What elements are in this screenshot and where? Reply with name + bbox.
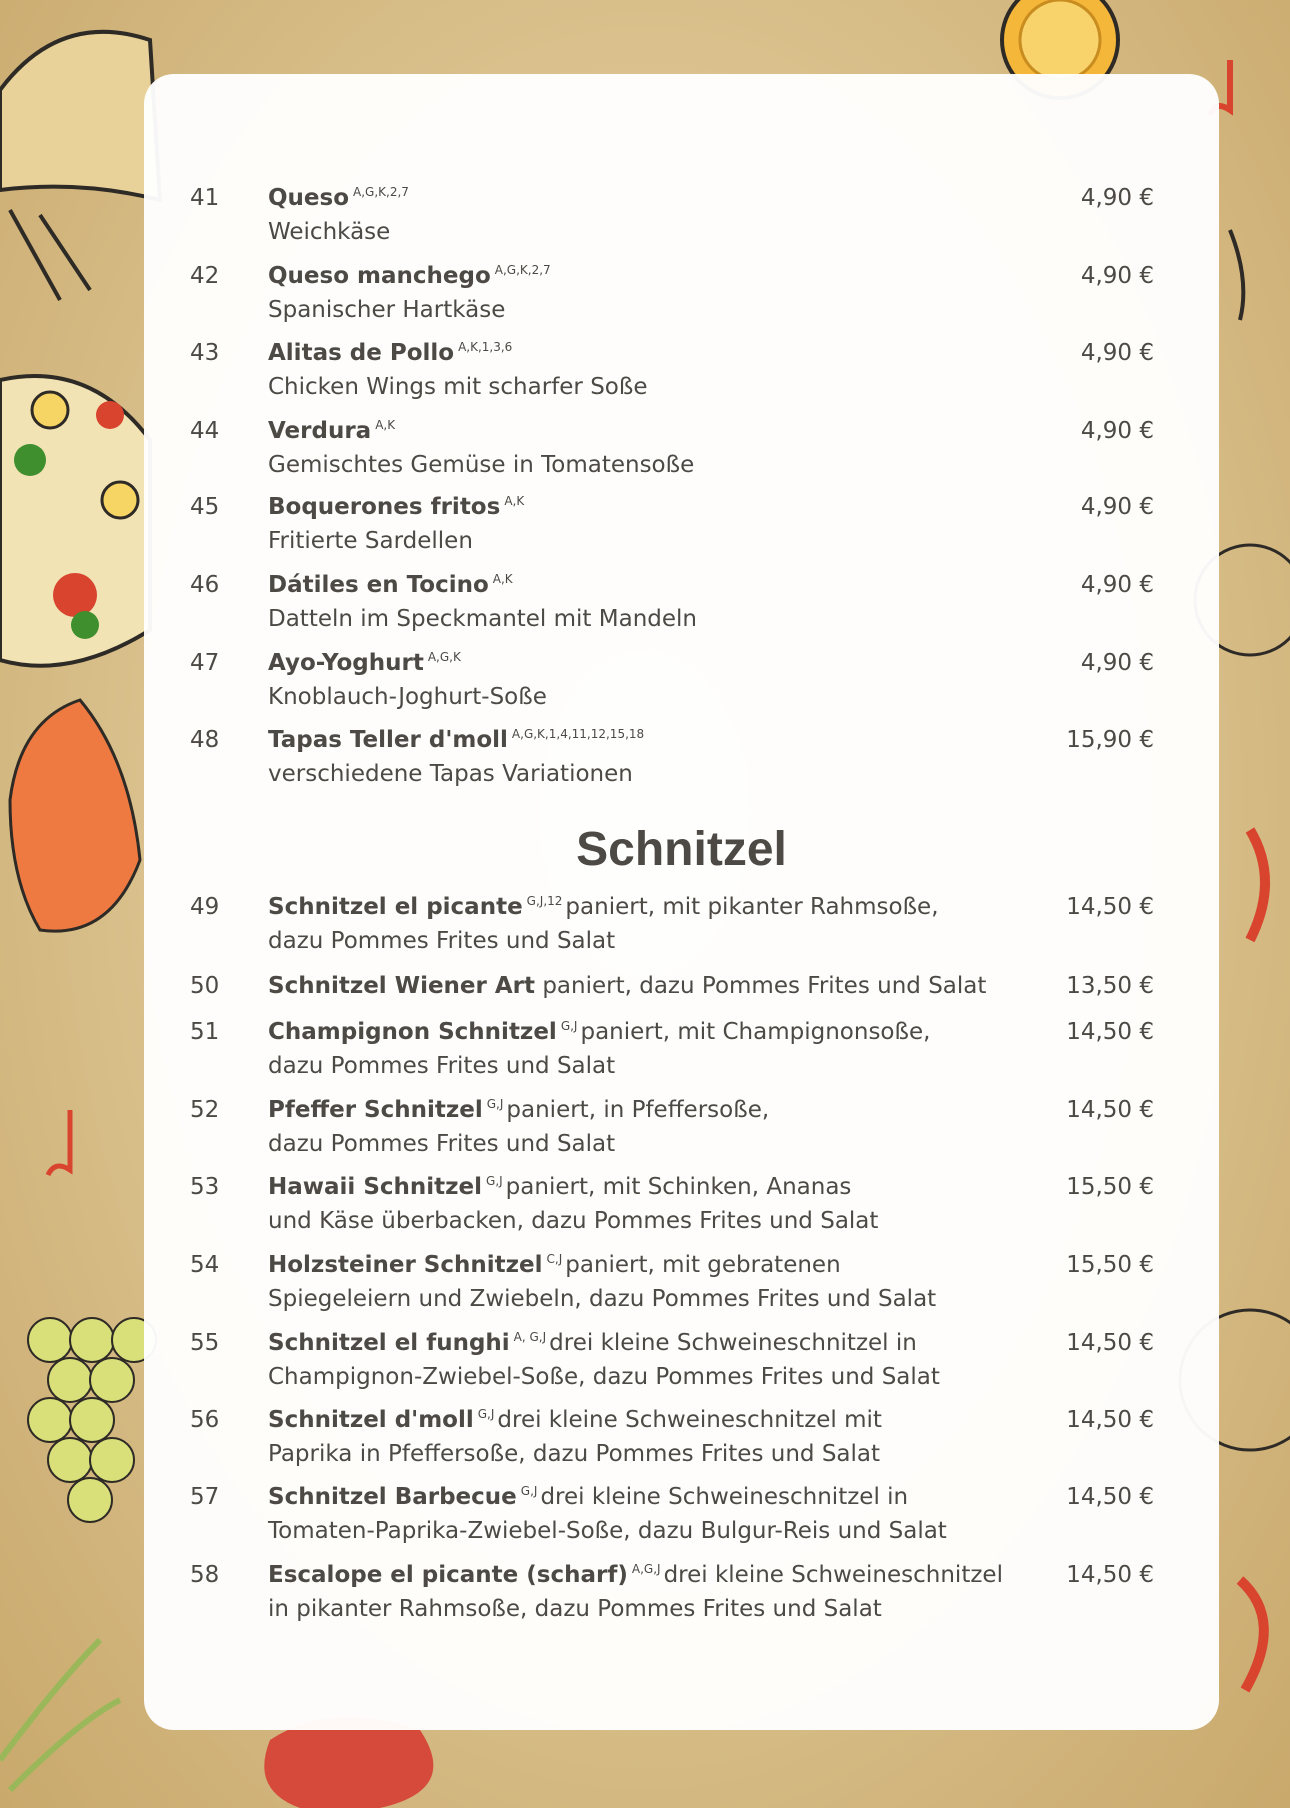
allergen-codes: A,G,K,2,7 <box>353 185 409 199</box>
dish-description-line2: Tomaten-Paprika-Zwiebel-Soße, dazu Bulgur-Reis und Salat <box>268 1518 947 1544</box>
menu-item <box>190 1017 1154 1082</box>
allergen-codes: G,J <box>520 1484 538 1498</box>
dish-description: Spanischer Hartkäse <box>268 297 506 323</box>
price: 14,50 € <box>1066 1407 1154 1433</box>
price: 15,50 € <box>1066 1252 1154 1278</box>
dish-name: Escalope el picante (scharf) <box>268 1562 628 1588</box>
price: 4,90 € <box>1080 572 1154 598</box>
dish-name: Tapas Teller d'moll <box>268 727 508 753</box>
allergen-codes: A,K <box>504 494 525 508</box>
dish-description: Chicken Wings mit scharfer Soße <box>268 374 648 400</box>
price: 14,50 € <box>1066 1484 1154 1510</box>
menu-item <box>190 725 1154 790</box>
allergen-codes: A,G,K,2,7 <box>494 263 551 277</box>
music-note-icon <box>1250 830 1265 940</box>
dish-description-line2: Spiegeleiern und Zwiebeln, dazu Pommes Frites und Salat <box>268 1286 937 1312</box>
price: 14,50 € <box>1066 1019 1154 1045</box>
price: 4,90 € <box>1080 185 1154 211</box>
section-heading: Schnitzel <box>576 823 787 876</box>
menu-item <box>190 338 1154 403</box>
dish-name: Dátiles en Tocino <box>268 572 489 598</box>
allergen-codes: A,K <box>492 572 513 586</box>
item-number: 43 <box>190 340 220 366</box>
allergen-codes: A,G,K,1,4,11,12,15,18 <box>511 727 645 741</box>
menu-item <box>190 492 1154 557</box>
dish-name: Verdura <box>268 418 372 444</box>
price: 4,90 € <box>1080 650 1154 676</box>
dish-description: drei kleine Schweineschnitzel in <box>540 1484 909 1510</box>
dish-name: Pfeffer Schnitzel <box>268 1097 483 1123</box>
dish-description: verschiedene Tapas Variationen <box>268 761 633 787</box>
price: 14,50 € <box>1066 894 1154 920</box>
item-number: 45 <box>190 494 220 520</box>
dish-name: Schnitzel Barbecue <box>268 1484 517 1510</box>
dish-description: Knoblauch-Joghurt-Soße <box>268 684 547 710</box>
dish-name: Hawaii Schnitzel <box>268 1174 483 1200</box>
menu-item <box>190 1172 1154 1237</box>
dish-description-line2: dazu Pommes Frites und Salat <box>268 1053 616 1079</box>
dish-description-line2: Champignon-Zwiebel-Soße, dazu Pommes Frites und Salat <box>268 1364 940 1390</box>
item-number: 52 <box>190 1097 220 1123</box>
dish-name: Schnitzel el funghi <box>268 1330 510 1356</box>
dish-description: Datteln im Speckmantel mit Mandeln <box>268 606 697 632</box>
item-number: 47 <box>190 650 220 676</box>
menu-item <box>190 183 1154 248</box>
allergen-codes: G,J <box>486 1174 503 1188</box>
music-note-icon <box>1240 1580 1264 1690</box>
allergen-codes: C,J <box>546 1252 563 1266</box>
dish-name: Schnitzel Wiener Art <box>268 973 536 999</box>
menu-item <box>190 261 1154 326</box>
menu-item <box>190 570 1154 635</box>
menu-item <box>190 1095 1154 1160</box>
item-number: 54 <box>190 1252 220 1278</box>
grapes-illustration <box>28 1318 156 1522</box>
allergen-codes: G,J <box>560 1019 578 1033</box>
item-number: 41 <box>190 185 220 211</box>
allergen-codes: G,J <box>477 1407 495 1421</box>
rose-illustration <box>264 1717 433 1808</box>
shrimp-illustration <box>10 700 140 931</box>
dish-description-line2: in pikanter Rahmsoße, dazu Pommes Frites und Salat <box>268 1596 882 1622</box>
dish-description: Gemischtes Gemüse in Tomatensoße <box>268 452 695 478</box>
menu-item <box>190 1482 1154 1547</box>
dish-description-line2: dazu Pommes Frites und Salat <box>268 1131 616 1157</box>
dish-name: Alitas de Pollo <box>268 340 455 366</box>
allergen-codes: A, G,J <box>513 1330 547 1344</box>
item-number: 51 <box>190 1019 220 1045</box>
item-number: 57 <box>190 1484 220 1510</box>
dish-description-line2: dazu Pommes Frites und Salat <box>268 928 616 954</box>
price: 14,50 € <box>1066 1330 1154 1356</box>
dish-description: Weichkäse <box>268 219 391 245</box>
item-number: 53 <box>190 1174 220 1200</box>
dish-description: drei kleine Schweineschnitzel mit <box>497 1407 882 1433</box>
music-note-icon <box>48 1110 70 1175</box>
dish-name: Ayo-Yoghurt <box>268 650 424 676</box>
item-number: 44 <box>190 418 220 444</box>
menu-item <box>190 648 1154 713</box>
price: 13,50 € <box>1066 973 1154 999</box>
dish-description: drei kleine Schweineschnitzel in <box>549 1330 917 1356</box>
item-number: 46 <box>190 572 220 598</box>
price: 14,50 € <box>1066 1562 1154 1588</box>
dish-description-line2: Paprika in Pfeffersoße, dazu Pommes Frites und Salat <box>268 1441 881 1467</box>
menu-item <box>190 1250 1154 1315</box>
allergen-codes: A,K <box>375 418 396 432</box>
dish-description: paniert, mit Champignonsoße, <box>580 1019 931 1045</box>
dish-name: Queso <box>268 185 350 211</box>
price: 4,90 € <box>1080 340 1154 366</box>
item-number: 50 <box>190 973 220 999</box>
dish-name: Boquerones fritos <box>268 494 501 520</box>
allergen-codes: G,J,12 <box>526 894 563 908</box>
item-number: 49 <box>190 894 220 920</box>
price: 15,90 € <box>1066 727 1154 753</box>
dish-description: Fritierte Sardellen <box>268 528 473 554</box>
allergen-codes: A,K,1,3,6 <box>458 340 513 354</box>
item-number: 42 <box>190 263 220 289</box>
dish-description: paniert, mit pikanter Rahmsoße, <box>565 894 939 920</box>
price: 4,90 € <box>1080 263 1154 289</box>
menu-item <box>190 892 1154 957</box>
dish-description-line2: und Käse überbacken, dazu Pommes Frites und Salat <box>268 1208 879 1234</box>
allergen-codes: G,J <box>486 1097 504 1111</box>
item-number: 48 <box>190 727 220 753</box>
sombrero-illustration <box>0 32 160 200</box>
item-number: 58 <box>190 1562 220 1588</box>
dish-description: paniert, dazu Pommes Frites und Salat <box>542 973 987 999</box>
price: 4,90 € <box>1080 494 1154 520</box>
dish-description: paniert, mit gebratenen <box>565 1252 841 1278</box>
price: 14,50 € <box>1066 1097 1154 1123</box>
dish-description: paniert, in Pfeffersoße, <box>506 1097 770 1123</box>
dish-description: drei kleine Schweineschnitzel <box>663 1562 1003 1588</box>
menu-item <box>190 1560 1154 1625</box>
item-number: 56 <box>190 1407 220 1433</box>
dish-name: Champignon Schnitzel <box>268 1019 557 1045</box>
dish-name: Schnitzel el picante <box>268 894 523 920</box>
menu-item <box>190 1405 1154 1470</box>
menu-item <box>190 416 1154 481</box>
allergen-codes: A,G,J <box>631 1562 661 1576</box>
dish-description: paniert, mit Schinken, Ananas <box>505 1174 852 1200</box>
dish-name: Queso manchego <box>268 263 491 289</box>
menu-item <box>190 971 1154 1002</box>
dish-name: Holzsteiner Schnitzel <box>268 1252 543 1278</box>
price: 15,50 € <box>1066 1174 1154 1200</box>
price: 4,90 € <box>1080 418 1154 444</box>
herb-illustration <box>0 1640 120 1790</box>
item-number: 55 <box>190 1330 220 1356</box>
dish-name: Schnitzel d'moll <box>268 1407 474 1433</box>
allergen-codes: A,G,K <box>427 650 461 664</box>
menu-item <box>190 1328 1154 1393</box>
